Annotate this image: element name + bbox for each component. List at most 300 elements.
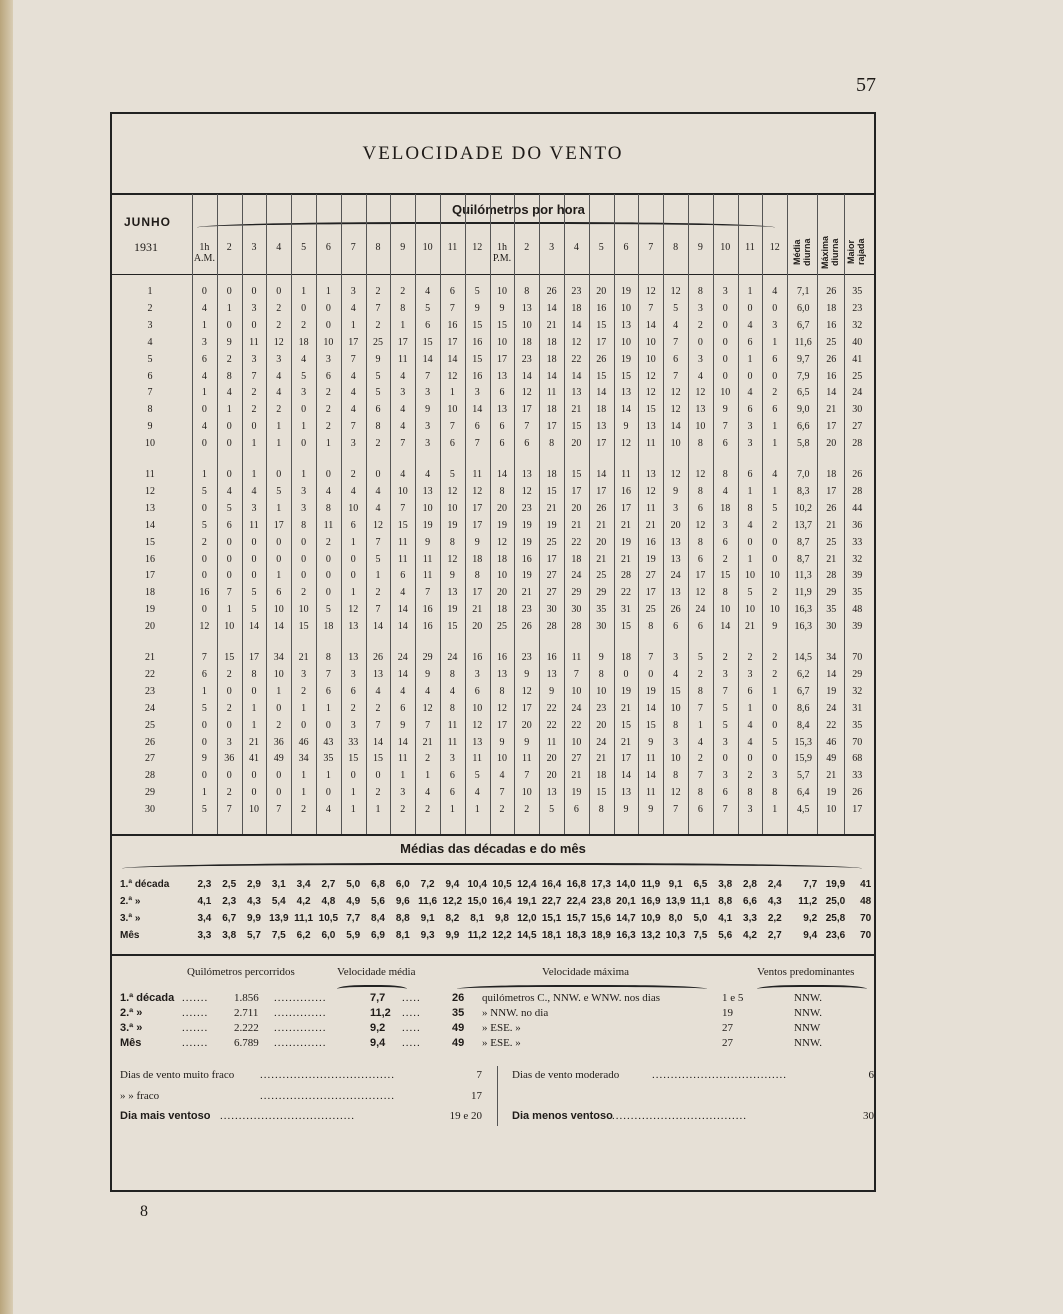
medias-value: 4,1	[718, 913, 733, 924]
hour-value: 21	[472, 604, 483, 616]
hour-value: 13	[521, 469, 532, 480]
day-number: 16	[145, 553, 155, 565]
hour-value: 2	[375, 587, 381, 599]
hour-value: 3	[673, 736, 679, 748]
stat-value: 11,3	[794, 570, 812, 582]
hour-value: 5	[549, 804, 555, 816]
page-binding	[0, 0, 13, 1314]
hour-value: 6	[400, 702, 406, 714]
hour-value: 19	[645, 685, 656, 697]
hour-value: 18	[571, 302, 582, 314]
medias-value: 5,7	[247, 930, 261, 941]
hour-value: 0	[325, 553, 331, 565]
hour-value: 1	[350, 536, 356, 548]
hour-value: 21	[546, 319, 557, 331]
hour-value: 0	[276, 553, 282, 565]
hour-value: 1	[772, 421, 778, 433]
hour-value: 21	[745, 621, 755, 633]
stat-value: 6,0	[796, 302, 810, 314]
hour-header: 4	[573, 242, 579, 253]
hour-value: 10	[497, 336, 507, 348]
hour-value: 13	[497, 668, 507, 680]
hour-value: 23	[521, 604, 532, 616]
hour-value: 13	[447, 587, 458, 599]
medias-value: 5,0	[693, 913, 708, 924]
medias-brace	[122, 863, 862, 877]
day-number: 22	[145, 668, 155, 680]
stat-value: 35	[852, 587, 863, 599]
hour-value: 0	[325, 469, 331, 480]
stat-value: 17	[826, 421, 837, 433]
medias-value: 8,1	[395, 930, 410, 941]
year-label: 1931	[134, 240, 158, 254]
hour-value: 22	[621, 587, 631, 599]
hour-value: 3	[697, 302, 703, 314]
hour-value: 4	[226, 485, 232, 497]
hour-value: 3	[325, 353, 331, 365]
hour-value: 5	[251, 604, 257, 616]
hour-value: 2	[697, 319, 703, 331]
day-number: 30	[145, 804, 155, 816]
hour-value: 9	[772, 621, 778, 633]
hour-value: 7	[375, 302, 381, 314]
hour-value: 12	[670, 387, 681, 399]
hour-value: 16	[472, 336, 483, 348]
hour-value: 3	[425, 438, 431, 450]
day-number: 27	[145, 753, 155, 765]
hour-value: 13	[348, 621, 359, 633]
hour-value: 10	[397, 485, 408, 497]
hour-value: 4	[325, 485, 331, 497]
hour-header: 5	[598, 242, 604, 253]
day-number: 29	[145, 787, 155, 799]
hour-value: 3	[722, 286, 728, 297]
hour-value: 0	[201, 719, 207, 731]
group-header: Quilómetros por hora	[452, 202, 585, 217]
hour-value: 2	[301, 587, 307, 599]
hour-value: 6	[201, 668, 207, 680]
hour-value: 0	[623, 668, 629, 680]
hour-value: 12	[621, 438, 631, 450]
hour-value: 0	[301, 438, 307, 450]
hour-value: 0	[722, 353, 728, 365]
hour-value: 19	[571, 787, 582, 799]
hour-value: 17	[621, 753, 631, 765]
stat-value: 7,0	[796, 469, 810, 480]
hour-value: 2	[772, 387, 778, 399]
hour-value: 21	[521, 587, 532, 599]
hour-value: 12	[497, 536, 507, 548]
hour-value: 4	[226, 387, 232, 399]
medias-stat: 70	[860, 930, 872, 941]
stat-value: 21	[826, 770, 837, 782]
hour-value: 3	[251, 502, 257, 514]
km-value: 2.711	[234, 1007, 259, 1019]
medias-value: 6,7	[222, 913, 237, 924]
hour-value: 22	[571, 536, 582, 548]
hour-value: 7	[524, 770, 530, 782]
hour-value: 8	[747, 787, 753, 799]
hour-value: 12	[695, 519, 706, 531]
hour-value: 17	[546, 421, 557, 433]
medias-value: 16,4	[492, 896, 512, 907]
stat-value: 19	[826, 787, 837, 799]
rule	[112, 193, 874, 195]
hour-value: 6	[449, 770, 455, 782]
medias-value: 5,9	[346, 930, 361, 941]
hour-value: 24	[571, 570, 582, 582]
hour-value: 13	[695, 404, 706, 416]
hour-value: 49	[273, 753, 284, 765]
hour-value: 15	[621, 621, 631, 633]
medias-value: 8,2	[445, 913, 460, 924]
hour-header: 12	[769, 242, 780, 253]
hour-value: 4	[425, 685, 431, 697]
stat-value: 10	[826, 804, 837, 816]
hour-value: 19	[521, 519, 532, 531]
hour-value: 16	[422, 621, 433, 633]
medias-value: 8,8	[395, 913, 410, 924]
hour-value: 3	[772, 319, 778, 331]
hour-value: 20	[472, 621, 483, 633]
hour-value: 14	[546, 370, 557, 382]
hour-value: 1	[772, 485, 778, 497]
medias-value: 18,9	[591, 930, 611, 941]
hour-value: 4	[400, 587, 406, 599]
hour-value: 20	[571, 502, 582, 514]
hour-value: 18	[546, 469, 557, 480]
medias-value: 9,4	[445, 879, 460, 890]
leader-dots: .....	[402, 1022, 421, 1034]
hour-value: 0	[251, 787, 257, 799]
hour-value: 18	[596, 404, 607, 416]
stat-value: 41	[852, 353, 863, 365]
hour-header: 3	[251, 242, 257, 253]
hour-value: 3	[474, 668, 480, 680]
medias-value: 2,5	[222, 879, 237, 890]
medias-stat: 48	[860, 896, 872, 907]
hour-value: 6	[697, 553, 703, 565]
medias-value: 5,0	[346, 879, 361, 890]
stat-value: 35	[852, 286, 863, 297]
medias-value: 11,9	[641, 879, 661, 890]
hour-value: 2	[722, 652, 728, 663]
hour-value: 12	[497, 702, 507, 714]
media-value: 9,4	[370, 1037, 386, 1049]
stat-value: 35	[826, 604, 837, 616]
hour-value: 7	[375, 604, 381, 616]
hour-value: 26	[521, 621, 532, 633]
stat-value: 6,2	[796, 668, 810, 680]
hour-value: 13	[546, 787, 557, 799]
hour-value: 2	[201, 536, 207, 548]
hour-value: 43	[323, 736, 334, 748]
max-value: 49	[452, 1037, 465, 1049]
hour-value: 2	[747, 770, 753, 782]
hour-value: 21	[621, 702, 631, 714]
hour-value: 8	[499, 685, 505, 697]
medias-value: 8,0	[668, 913, 683, 924]
hour-value: 17	[695, 570, 706, 582]
stat-value: 16,3	[794, 604, 812, 616]
medias-value: 2,8	[743, 879, 757, 890]
hour-value: 17	[596, 336, 607, 348]
hour-value: 3	[276, 353, 282, 365]
stat-value: 35	[852, 719, 863, 731]
hour-value: 0	[697, 336, 703, 348]
hour-value: 6	[722, 438, 728, 450]
hour-value: 29	[571, 587, 582, 599]
hour-value: 3	[772, 770, 778, 782]
hour-value: 11	[397, 536, 408, 548]
day-number: 14	[145, 519, 155, 531]
hour-value: 7	[276, 804, 282, 816]
hour-value: 10	[571, 736, 582, 748]
stat-value: 39	[852, 570, 863, 582]
hour-header: 12	[472, 242, 483, 253]
summary-label: 3.ª »	[120, 1022, 143, 1034]
rule	[112, 954, 874, 956]
day-number: 3	[147, 319, 153, 331]
hour-value: 17	[472, 502, 483, 514]
hour-value: 0	[251, 536, 257, 548]
hour-value: 15	[596, 319, 607, 331]
hour-value: 18	[521, 336, 532, 348]
day-number: 25	[145, 719, 155, 731]
summary-header-max: Velocidade máxima	[542, 966, 630, 978]
hour-value: 0	[201, 438, 207, 450]
hour-value: 14	[546, 302, 557, 314]
stat-value: 27	[852, 421, 863, 433]
hour-value: 6	[747, 404, 753, 416]
stat-value: 14	[826, 668, 837, 680]
hour-value: 4	[425, 286, 431, 297]
stat-value: 13,7	[794, 519, 812, 531]
hour-value: 5	[474, 770, 480, 782]
hour-value: 4	[350, 387, 356, 399]
hour-value: 3	[474, 387, 480, 399]
hour-value: 2	[226, 668, 232, 680]
hour-value: 7	[425, 587, 431, 599]
hour-value: 2	[425, 804, 431, 816]
hour-value: 1	[325, 286, 331, 297]
hour-value: 14	[571, 319, 582, 331]
hour-value: 21	[298, 652, 309, 663]
hour-value: 7	[425, 370, 431, 382]
stat-value: 25	[826, 536, 837, 548]
leader-dots: ..............	[274, 1007, 327, 1019]
max-desc: » NNW. no dia	[482, 1007, 549, 1019]
hour-value: 6	[350, 685, 356, 697]
hour-value: 4	[747, 736, 753, 748]
hour-value: 21	[571, 404, 582, 416]
hour-value: 36	[224, 753, 235, 765]
hour-value: 4	[350, 485, 356, 497]
hour-value: 15	[472, 319, 483, 331]
hour-value: 15	[397, 519, 408, 531]
medias-stat: 70	[860, 913, 872, 924]
hour-value: 2	[425, 753, 431, 765]
hour-value: 10	[472, 702, 483, 714]
hour-value: 11	[447, 719, 458, 731]
hour-value: 1	[350, 587, 356, 599]
hour-value: 6	[772, 404, 778, 416]
hour-value: 19	[621, 353, 631, 365]
hour-value: 6	[449, 286, 455, 297]
hour-value: 26	[670, 604, 681, 616]
hour-value: 1	[301, 421, 307, 433]
hour-value: 7	[375, 719, 381, 731]
hour-value: 2	[400, 804, 406, 816]
hour-value: 15	[645, 719, 656, 731]
hour-value: 12	[645, 286, 656, 297]
vento-value: NNW.	[794, 1007, 823, 1019]
hour-value: 3	[251, 353, 257, 365]
hour-value: 4	[201, 370, 207, 382]
hour-value: 16	[521, 553, 532, 565]
hour-value: 0	[201, 404, 207, 416]
hour-value: 6	[449, 438, 455, 450]
hour-value: 17	[596, 438, 607, 450]
hour-value: 1	[201, 319, 207, 331]
hour-value: 11	[472, 753, 482, 765]
hour-value: 1	[276, 438, 282, 450]
hour-value: 11	[521, 753, 532, 765]
hour-value: 15	[497, 319, 507, 331]
stat-value: 6,4	[796, 787, 810, 799]
hour-value: 8	[722, 587, 728, 599]
hour-value: 4	[747, 387, 753, 399]
hour-value: 12	[373, 519, 383, 531]
hour-value: 1	[425, 770, 431, 782]
hour-value: 4	[425, 469, 431, 480]
medias-value: 11,6	[418, 896, 438, 907]
hour-value: 1	[201, 685, 207, 697]
hour-value: 46	[298, 736, 309, 748]
stat-value: 70	[852, 736, 863, 748]
hour-value: 26	[596, 502, 607, 514]
hour-value: 4	[350, 370, 356, 382]
hour-value: 4	[201, 421, 207, 433]
hour-value: 11	[571, 652, 582, 663]
stat-value: 8,7	[796, 536, 810, 548]
hour-value: 4	[747, 319, 753, 331]
medias-value: 5,6	[718, 930, 733, 941]
medias-label: 3.ª »	[120, 913, 141, 924]
hour-value: 7	[697, 770, 703, 782]
hour-value: 9	[375, 353, 381, 365]
stat-value: 33	[852, 770, 863, 782]
medias-value: 12,4	[517, 879, 537, 890]
hour-value: 15	[571, 421, 582, 433]
hour-value: 22	[571, 719, 582, 731]
stat-value: 36	[852, 519, 863, 531]
hour-value: 21	[621, 736, 631, 748]
stat-value: 16	[826, 319, 837, 331]
hour-value: 8	[325, 652, 331, 663]
medias-value: 15,7	[566, 913, 587, 924]
hour-value: 2	[499, 804, 505, 816]
hour-value: 16	[645, 536, 656, 548]
hour-value: 0	[350, 553, 356, 565]
hour-value: 0	[201, 570, 207, 582]
stat-value: 9,7	[796, 353, 810, 365]
hour-value: 0	[251, 770, 257, 782]
day-number: 2	[147, 302, 153, 314]
hour-value: 22	[546, 719, 557, 731]
hour-value: 12	[447, 485, 458, 497]
hour-value: 15	[670, 685, 681, 697]
hour-value: 15	[621, 719, 631, 731]
hour-value: 10	[298, 604, 309, 616]
stat-header: Maior rajada	[846, 238, 867, 266]
hour-value: 6	[673, 353, 679, 365]
hour-value: 5	[449, 469, 455, 480]
day-number: 8	[147, 404, 153, 416]
stat-value: 32	[852, 319, 863, 331]
hour-value: 0	[201, 286, 207, 297]
medias-value: 3,3	[197, 930, 212, 941]
hour-value: 4	[474, 787, 480, 799]
hour-header: 3	[549, 242, 555, 253]
hour-value: 41	[249, 753, 259, 765]
hour-value: 0	[201, 736, 207, 748]
hour-value: 25	[596, 570, 607, 582]
hour-value: 8	[301, 519, 307, 531]
hour-value: 23	[521, 502, 532, 514]
hour-value: 0	[301, 302, 307, 314]
hour-value: 18	[546, 336, 557, 348]
hour-value: 20	[546, 753, 557, 765]
hour-value: 14	[397, 604, 408, 616]
hour-value: 9	[623, 421, 629, 433]
hour-value: 9	[549, 685, 555, 697]
hour-value: 3	[425, 421, 431, 433]
hour-value: 3	[350, 286, 356, 297]
hour-value: 5	[201, 804, 207, 816]
hour-value: 1	[697, 719, 703, 731]
hour-value: 8	[400, 302, 406, 314]
medias-label: 1.ª década	[120, 879, 170, 890]
hour-value: 11	[546, 387, 557, 399]
medias-value: 16,9	[641, 896, 661, 907]
day-number: 1	[147, 286, 153, 297]
hour-value: 10	[497, 753, 507, 765]
day-number: 18	[145, 587, 155, 599]
hour-value: 23	[521, 353, 532, 365]
hour-value: 15	[447, 621, 458, 633]
stat-value: 29	[826, 587, 837, 599]
stat-value: 21	[826, 519, 837, 531]
hour-value: 6	[747, 685, 753, 697]
media-value: 11,2	[370, 1007, 391, 1019]
hour-value: 10	[720, 604, 731, 616]
hour-value: 8	[673, 719, 679, 731]
hour-value: 18	[323, 621, 334, 633]
hour-value: 16	[472, 370, 483, 382]
hour-value: 9	[425, 668, 431, 680]
stat-value: 26	[826, 353, 837, 365]
hour-value: 5	[772, 502, 778, 514]
hour-value: 0	[747, 302, 753, 314]
hour-header: 1h A.M.	[193, 242, 215, 264]
hour-value: 5	[201, 519, 207, 531]
hour-value: 15	[645, 404, 656, 416]
hour-value: 19	[645, 553, 656, 565]
stat-value: 32	[852, 553, 863, 565]
hour-value: 1	[449, 387, 455, 399]
hour-value: 3	[673, 652, 679, 663]
